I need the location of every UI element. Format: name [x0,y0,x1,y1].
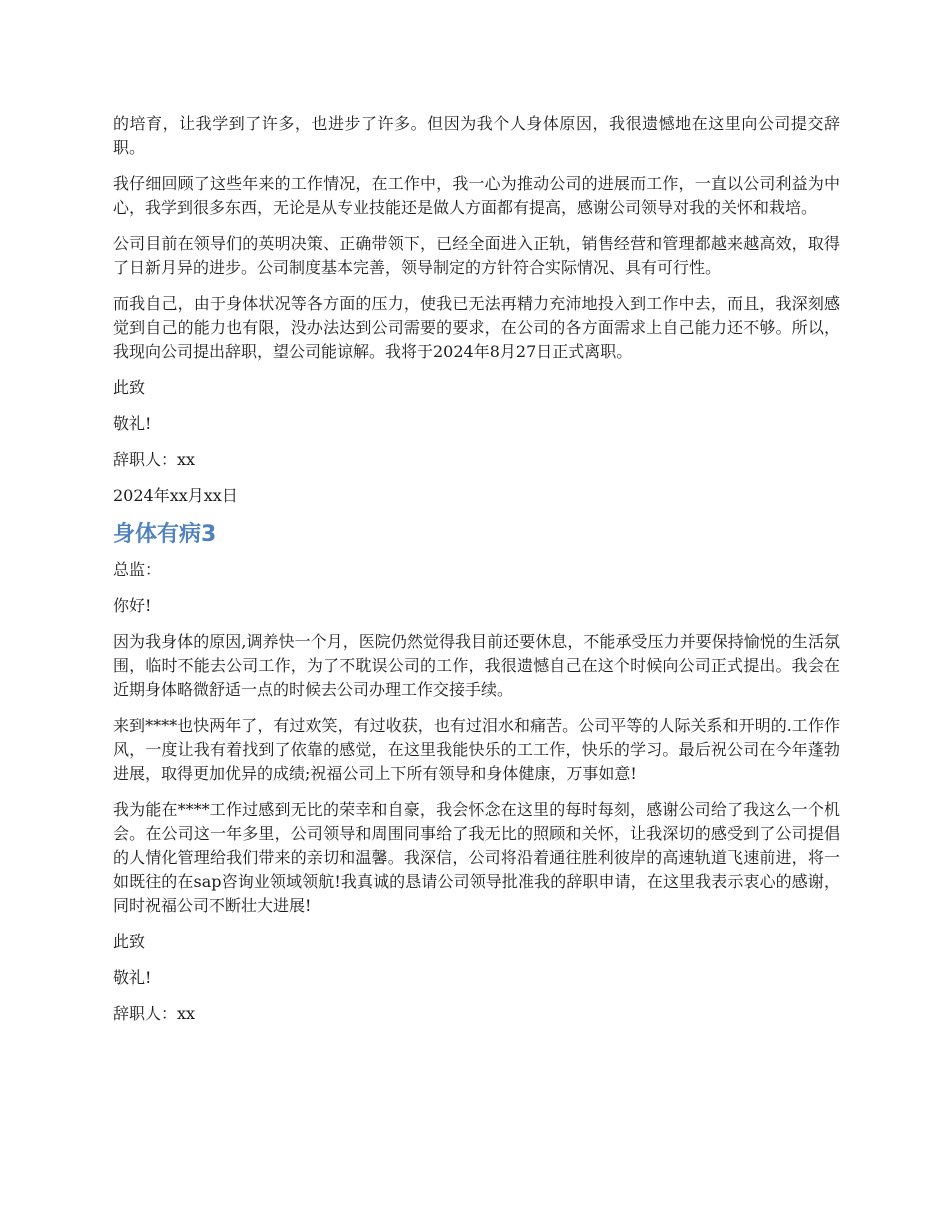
signer-line: 辞职人：xx [113,1004,196,1023]
salute-line: 敬礼! [113,414,152,433]
greeting-line: 总监： [113,560,162,579]
body-paragraph: 的培育，让我学到了许多，也进步了许多。但因为我个人身体原因，我很遗憾地在这里向公司提交辞职。 [113,114,840,157]
section-heading: 身体有病3 [113,522,217,547]
closing-line: 此致 [113,932,146,951]
body-paragraph: 因为我身体的原因,调养快一个月，医院仍然觉得我目前还要休息，不能承受压力并要保持愉悦的生活氛围，临时不能去公司工作，为了不耽误公司的工作，我很遗憾自己在这个时候向公司正式提出。我会在近期身体略微舒适一点的时候去公司办理工作交接手续。 [113,632,840,699]
hello-line: 你好! [113,596,152,615]
body-paragraph: 而我自己，由于身体状况等各方面的压力，使我已无法再精力充沛地投入到工作中去，而且，我深刻感觉到自己的能力也有限，没办法达到公司需要的要求，在公司的各方面需求上自己能力还不够。所以，我现向公司提出辞职，望公司能谅解。我将于2024年8月27日正式离职。 [113,294,840,361]
body-paragraph: 我仔细回顾了这些年来的工作情况，在工作中，我一心为推动公司的进展而工作，一直以公司利益为中心，我学到很多东西，无论是从专业技能还是做人方面都有提高，感谢公司领导对我的关怀和栽培。 [113,174,840,217]
body-paragraph: 我为能在****工作过感到无比的荣幸和自豪，我会怀念在这里的每时每刻，感谢公司给了我这么一个机会。在公司这一年多里，公司领导和周围同事给了我无比的照顾和关怀，让我深切的感受到了公司提倡的人情化管理给我们带来的亲切和温馨。我深信，公司将沿着通往胜利彼岸的高速轨道飞速前进，将一如既往的在sap咨询业领域领航!我真诚的恳请公司领导批准我的辞职申请，在这里我表示衷心的感谢，同时祝福公司不断壮大进展! [113,800,840,915]
date-line: 2024年xx月xx日 [113,486,238,505]
body-paragraph: 公司目前在领导们的英明决策、正确带领下，已经全面进入正轨，销售经营和管理都越来越高效，取得了日新月异的进步。公司制度基本完善，领导制定的方针符合实际情况、具有可行性。 [113,234,840,277]
signer-line: 辞职人：xx [113,450,196,469]
body-paragraph: 来到****也快两年了，有过欢笑，有过收获，也有过泪水和痛苦。公司平等的人际关系和开明的.工作作风，一度让我有着找到了依靠的感觉，在这里我能快乐的工工作，快乐的学习。最后祝公司在今年蓬勃进展，取得更加优异的成绩;祝福公司上下所有领导和身体健康，万事如意! [113,716,840,783]
salute-line: 敬礼! [113,968,152,987]
closing-line: 此致 [113,378,146,397]
document-page [113,112,840,1038]
